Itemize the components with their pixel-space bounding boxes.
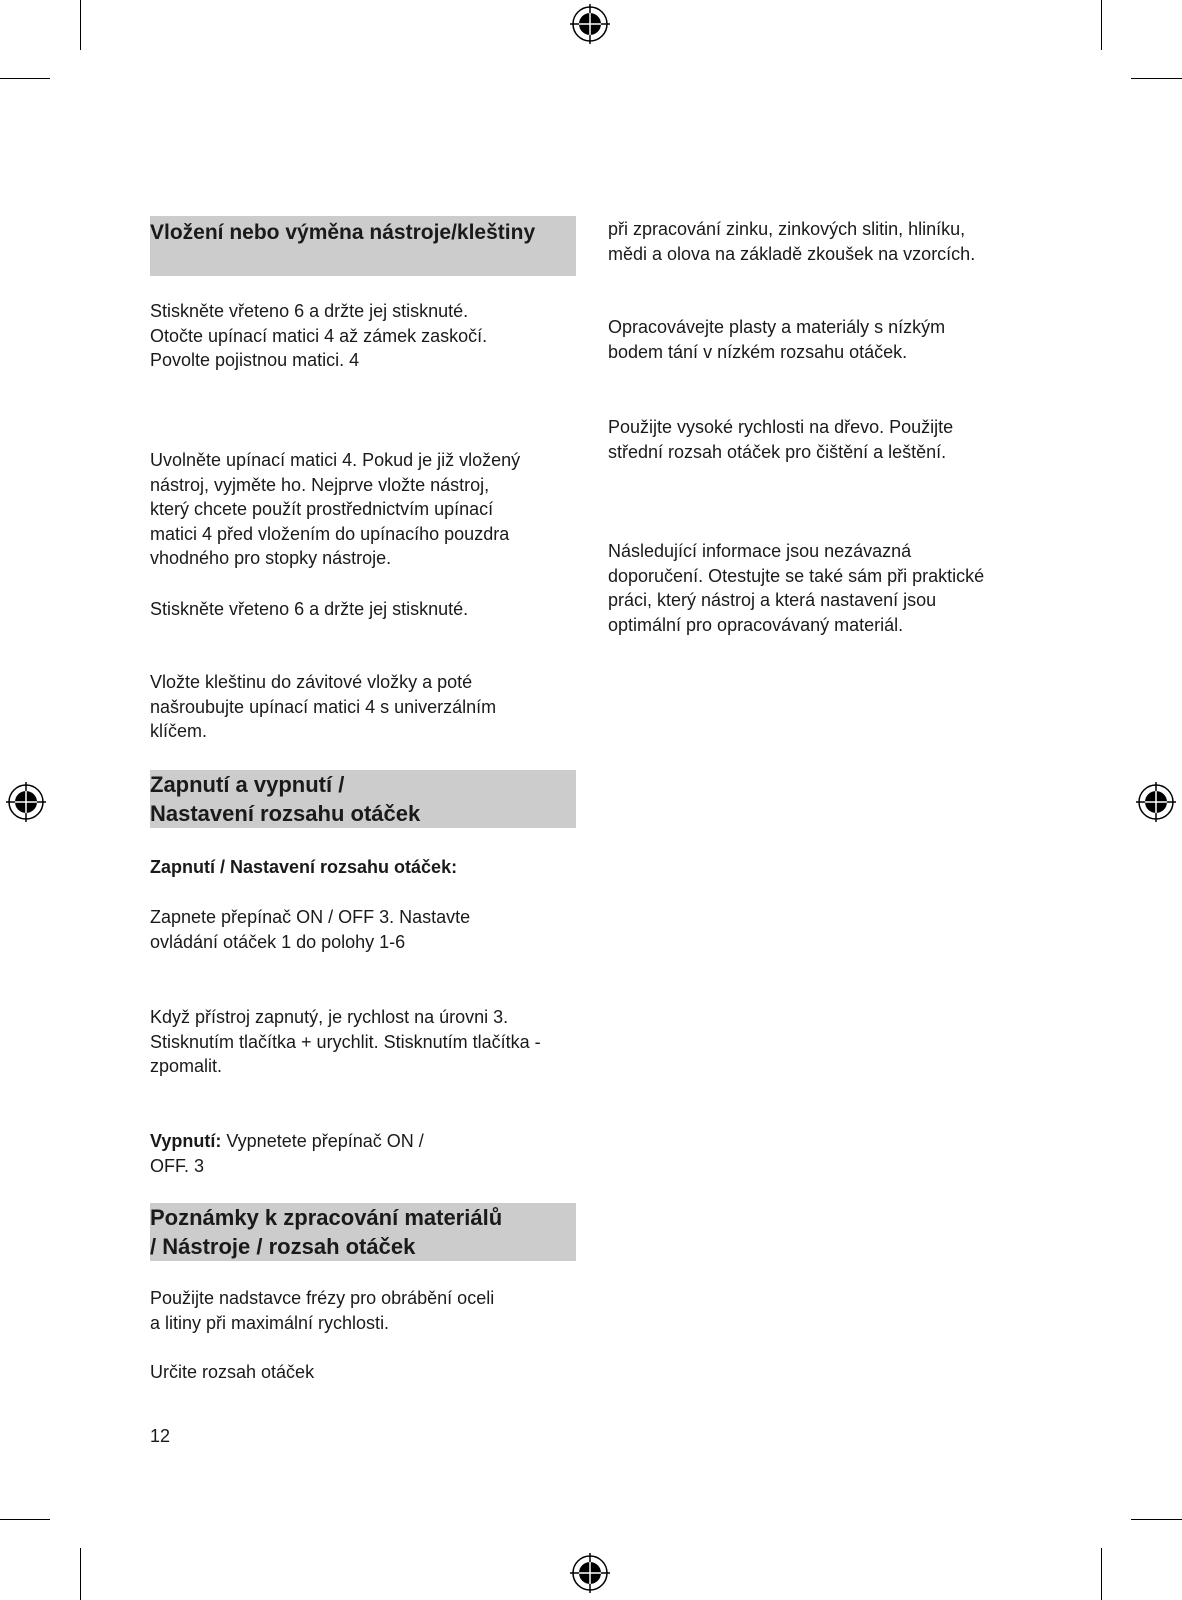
crop-mark xyxy=(1131,1519,1182,1520)
registration-mark-icon xyxy=(570,4,610,44)
switch-off-label: Vypnutí: xyxy=(150,1131,222,1151)
paragraph-wood: Použijte vysoké rychlosti na dřevo. Použijte střední rozsah otáček pro čištění a leštění. xyxy=(608,417,954,462)
crop-mark xyxy=(80,1548,81,1600)
paragraph-press-again: Stiskněte vřeteno 6 a držte jej stisknuté. xyxy=(150,599,469,619)
crop-mark xyxy=(80,0,81,50)
paragraph-zinc: při zpracování zinku, zinkových slitin, hliníku, mědi a olova na základě zkoušek na vzorcích. xyxy=(608,219,976,264)
paragraph-determine-speed: Určite rozsah otáček xyxy=(150,1362,315,1382)
paragraph-release-nut: Uvolněte upínací matici 4. Pokud je již vložený nástroj, vyjměte ho. Nejprve vložte nástroj, který chcete použít prostřednictvím upínací matici 4 před vložením do upínacího pouzdra vhodného pro stopky nástroje. xyxy=(150,450,521,569)
section-heading-on-off: Zapnutí a vypnutí / Nastavení rozsahu otáček xyxy=(150,770,576,828)
page-number: 12 xyxy=(150,1426,171,1446)
paragraph-switch-on: Zapnete přepínač ON / OFF 3. Nastavte ovládání otáček 1 do polohy 1-6 xyxy=(150,907,471,952)
subheading-switch-on: Zapnutí / Nastavení rozsahu otáček: xyxy=(150,857,458,877)
paragraph-information: Následující informace jsou nezávazná doporučení. Otestujte se také sám při praktické práci, který nástroj a která nastavení jsou optimální pro opracovávaný materiál. xyxy=(608,541,985,635)
crop-mark xyxy=(1101,1548,1102,1600)
paragraph-speed: Když přístroj zapnutý, je rychlost na úrovni 3. Stisknutím tlačítka + urychlit. Stisknutím tlačítka - zpomalit. xyxy=(150,1007,541,1077)
crop-mark xyxy=(1101,0,1102,50)
registration-mark-icon xyxy=(6,782,46,822)
registration-mark-icon xyxy=(1136,782,1176,822)
section-heading-insert-tool: Vložení nebo výměna nástroje/kleštiny xyxy=(150,216,576,276)
paragraph-insert-collet: Vložte kleštinu do závitové vložky a poté našroubujte upínací matici 4 s univerzálním klíčem. xyxy=(150,672,497,742)
paragraph-press-unscrew: Stiskněte vřeteno 6 a držte jej stisknuté. Otočte upínací matici 4 až zámek zaskočí. Povolte pojistnou matici. 4 xyxy=(150,301,488,371)
section-heading-materials: Poznámky k zpracování materiálů / Nástroje / rozsah otáček xyxy=(150,1203,576,1261)
paragraph-steel: Použijte nadstavce frézy pro obrábění oceli a litiny při maximální rychlosti. xyxy=(150,1288,495,1333)
crop-mark xyxy=(0,1519,50,1520)
paragraph-plastics: Opracovávejte plasty a materiály s nízkým bodem tání v nízkém rozsahu otáček. xyxy=(608,317,946,362)
paragraph-switch-off: Vypnutí: Vypnetete přepínač ON / OFF. 3 xyxy=(150,1131,424,1176)
registration-mark-icon xyxy=(570,1553,610,1593)
crop-mark xyxy=(0,78,50,79)
crop-mark xyxy=(1131,78,1182,79)
